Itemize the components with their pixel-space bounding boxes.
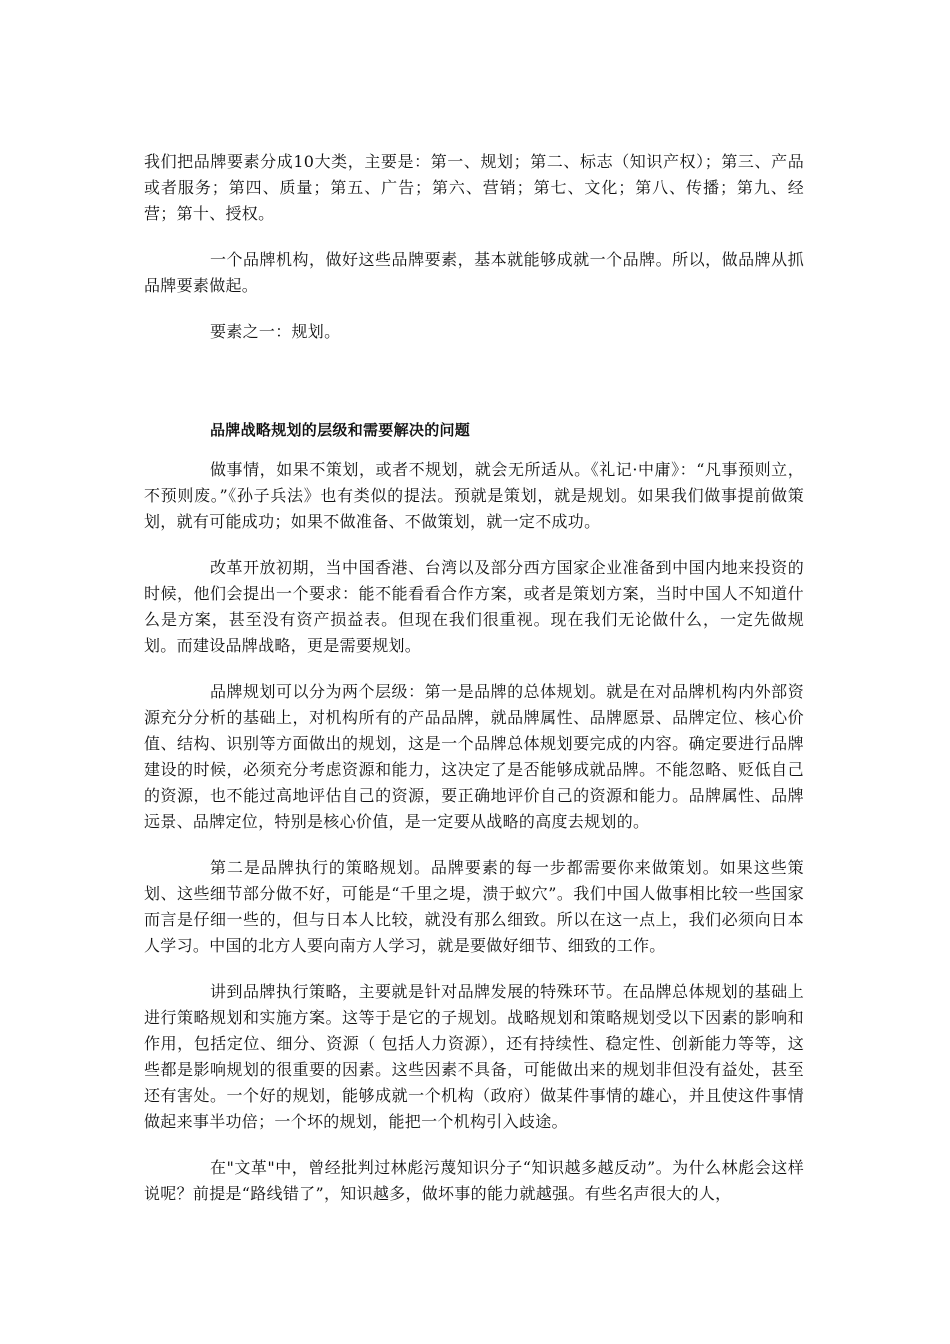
paragraph-planning-levels: 品牌规划可以分为两个层级：第一是品牌的总体规划。就是在对品牌机构内外部资源充分分析的基础上，对机构所有的产品品牌，就品牌属性、品牌愿景、品牌定位、核心价值、结构、识别等方面做出的规划，这是一个品牌总体规划要完成的内容。确定要进行品牌建设的时候，必须充分考虑资源和能力，这决定了是否能够成就品牌。不能忽略、贬低自己的资源，也不能过高地评估自己的资源，要正确地评价自己的资源和能力。品牌属性、品牌远景、品牌定位，特别是核心价值，是一定要从战略的高度去规划的。 <box>144 682 804 831</box>
document-body <box>144 149 804 1207</box>
paragraph-element-one: 要素之一：规划。 <box>210 322 341 341</box>
paragraph-strategy-factors: 讲到品牌执行策略，主要就是针对品牌发展的特殊环节。在品牌总体规划的基础上进行策略规划和实施方案。这等于是它的子规划。战略规划和策略规划受以下因素的影响和作用，包括定位、细分、资源（ 包括人力资源），还有持续性、稳定性、创新能力等等，这些都是影响规划的很重要的因素。这些因素不具备，可能做出来的规划非但没有益处，甚至还有害处。一个好的规划，能够成就一个机构（政府）做某件事情的雄心，并且使这件事情做起来事半功倍；一个坏的规划，能把一个机构引入歧途。 <box>144 982 804 1131</box>
section-heading: 品牌战略规划的层级和需要解决的问题 <box>210 421 471 439</box>
paragraph-brand-institution: 一个品牌机构，做好这些品牌要素，基本就能够成就一个品牌。所以，做品牌从抓品牌要素做起。 <box>144 250 804 295</box>
paragraph-execution-strategy: 第二是品牌执行的策略规划。品牌要素的每一步都需要你来做策划。如果这些策划、这些细节部分做不好，可能是“千里之堤，溃于蚁穴”。我们中国人做事相比较一些国家而言是仔细一些的，但与日本人比较，就没有那么细致。所以在这一点上，我们必须向日本人学习。中国的北方人要向南方人学习，就是要做好细节、细致的工作。 <box>144 858 804 955</box>
paragraph-cultural-revolution: 在"文革"中，曾经批判过林彪污蔑知识分子“知识越多越反动”。为什么林彪会这样说呢？前提是“路线错了”，知识越多，做坏事的能力就越强。有些名声很大的人， <box>144 1158 804 1203</box>
paragraph-planning-intro: 做事情，如果不策划，或者不规划，就会无所适从。《礼记·中庸》：“凡事预则立，不预则废。”《孙子兵法》也有类似的提法。预就是策划，就是规划。如果我们做事提前做策划，就有可能成功；如果不做准备、不做策划，就一定不成功。 <box>144 460 804 531</box>
paragraph-reform-era: 改革开放初期，当中国香港、台湾以及部分西方国家企业准备到中国内地来投资的时候，他们会提出一个要求：能不能看看合作方案，或者是策划方案，当时中国人不知道什么是方案，甚至没有资产损益表。但现在我们很重视。现在我们无论做什么，一定先做规划。而建设品牌战略，更是需要规划。 <box>144 558 804 655</box>
paragraph-brand-elements: 我们把品牌要素分成10大类，主要是：第一、规划；第二、标志（知识产权）；第三、产品或者服务；第四、质量；第五、广告；第六、营销；第七、文化；第八、传播；第九、经营；第十、授权。 <box>144 152 804 223</box>
